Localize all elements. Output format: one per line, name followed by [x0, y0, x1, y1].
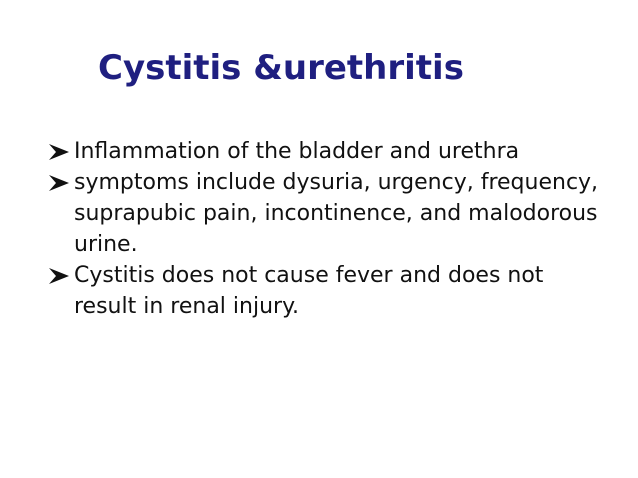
- bullet-item: [46, 167, 606, 260]
- bullet-text: Inflammation of the bladder and urethra: [74, 139, 520, 164]
- bullet-item: [46, 136, 606, 167]
- arrowhead-bullet-icon: [46, 136, 72, 167]
- slide-title: Cystitis &urethritis: [98, 48, 464, 88]
- bullet-text: symptoms include dysuria, urgency, frequency, suprapubic pain, incontinence, and malodorous urine.: [74, 170, 599, 257]
- bullet-list: [46, 136, 606, 322]
- arrowhead-bullet-icon: [46, 260, 72, 291]
- bullet-item: [46, 260, 606, 322]
- bullet-text: Cystitis does not cause fever and does not result in renal injury.: [74, 263, 544, 319]
- arrowhead-bullet-icon: [46, 167, 72, 198]
